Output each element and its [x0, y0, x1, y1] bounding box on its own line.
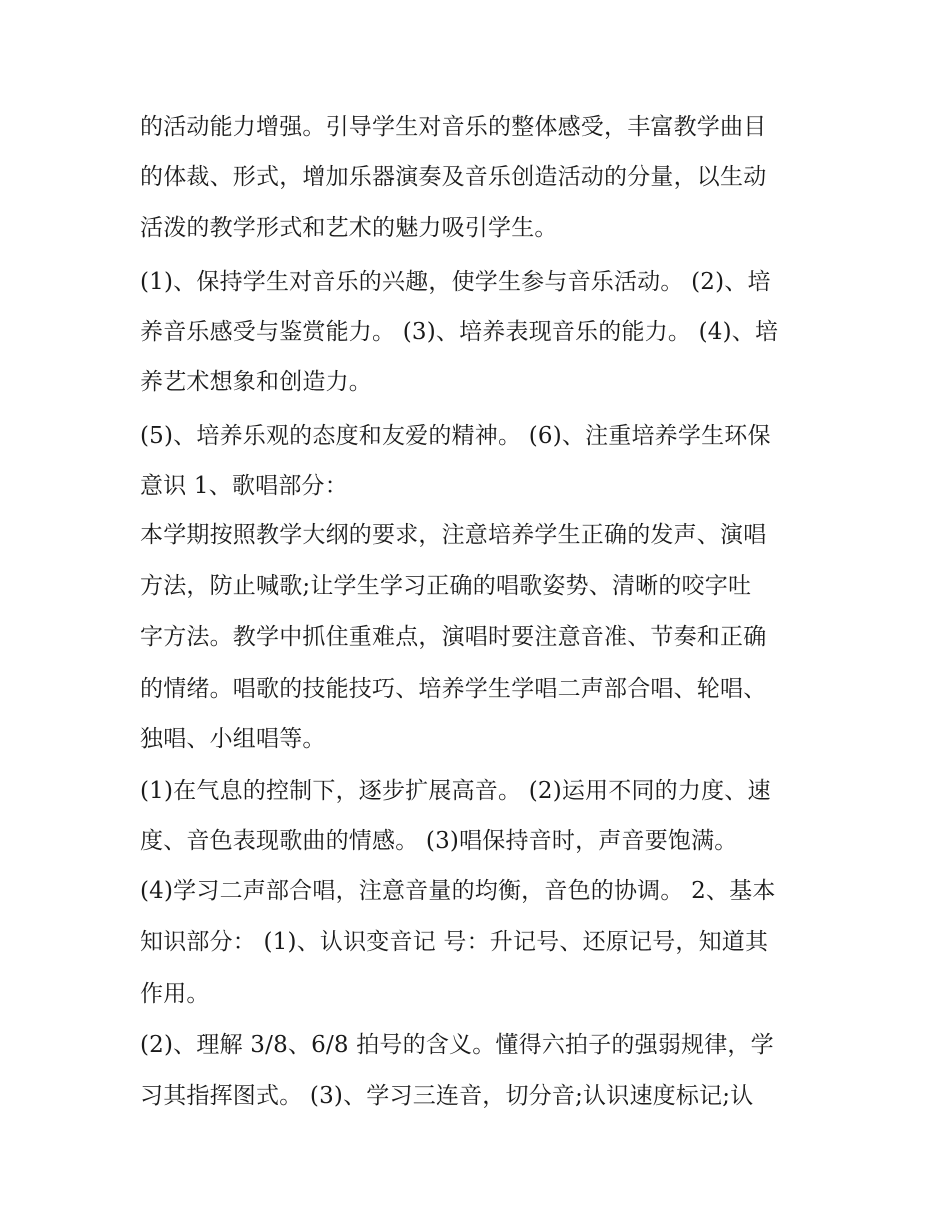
text-line: 的活动能力增强。引导学生对音乐的整体感受，丰富教学曲目: [140, 114, 767, 140]
text-line: 的体裁、形式，增加乐器演奏及音乐创造活动的分量，以生动: [140, 164, 767, 190]
text-line: 意识 1、歌唱部分：: [140, 473, 348, 499]
text-line: (1)在气息的控制下，逐步扩展高音。 (2)运用不同的力度、速: [140, 778, 771, 804]
text-line: 习其指挥图式。 (3)、学习三连音，切分音;认识速度标记;认: [140, 1083, 754, 1109]
text-line: 本学期按照教学大纲的要求，注意培养学生正确的发声、演唱: [140, 522, 767, 548]
text-line: 独唱、小组唱等。: [140, 726, 326, 752]
text-line: 养艺术想象和创造力。: [140, 369, 372, 395]
text-line: 字方法。教学中抓住重难点，演唱时要注意音准、节奏和正确: [140, 624, 767, 650]
text-line: 养音乐感受与鉴赏能力。 (3)、培养表现音乐的能力。 (4)、培: [140, 319, 779, 345]
text-line: (2)、理解 3/8、6/8 拍号的含义。懂得六拍子的强弱规律，学: [140, 1032, 774, 1058]
text-line: 知识部分： (1)、认识变音记 号：升记号、还原记号，知道其: [140, 929, 769, 955]
text-line: (1)、保持学生对音乐的兴趣，使学生参与音乐活动。 (2)、培: [140, 269, 771, 295]
text-line: 度、音色表现歌曲的情感。 (3)唱保持音时，声音要饱满。: [140, 828, 738, 854]
text-line: 方法，防止喊歌;让学生学习正确的唱歌姿势、清晰的咬字吐: [140, 573, 752, 599]
text-line: 活泼的教学形式和艺术的魅力吸引学生。: [140, 215, 558, 241]
text-line: 作用。: [140, 981, 210, 1007]
text-line: (4)学习二声部合唱，注意音量的均衡，音色的协调。 2、基本: [140, 878, 776, 904]
text-line: 的情绪。唱歌的技能技巧、培养学生学唱二声部合唱、轮唱、: [140, 676, 767, 702]
text-line: (5)、培养乐观的态度和友爱的精神。 (6)、注重培养学生环保: [140, 423, 771, 449]
